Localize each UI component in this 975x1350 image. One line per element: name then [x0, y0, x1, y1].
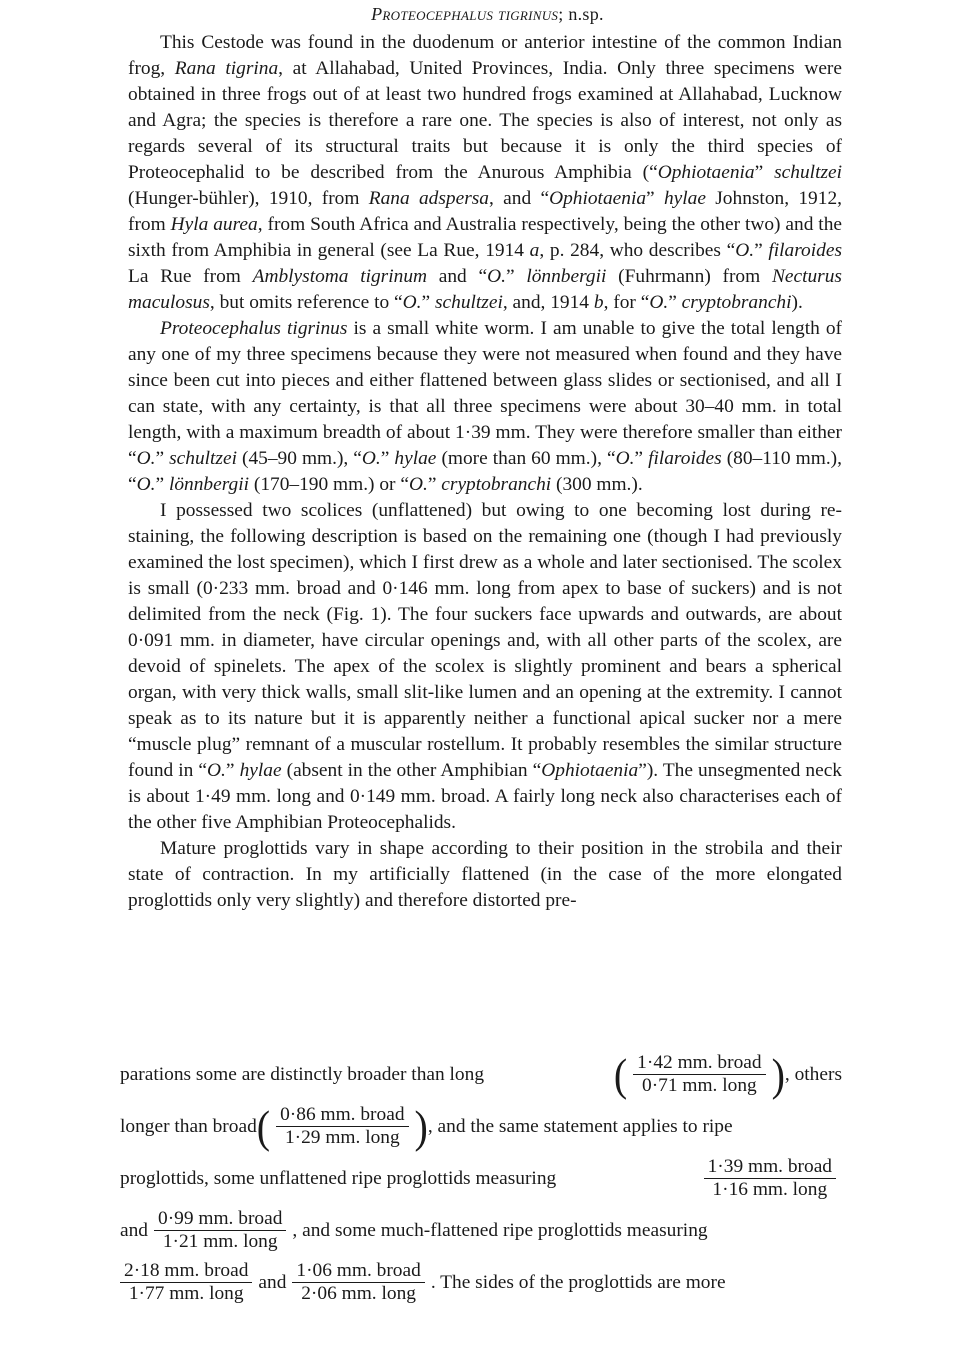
paragraph-4: Mature proglottids vary in shape according to their position in the strobila and their state of contraction. In my artificially flattened (in the case of the more elongated proglottids only very slightly) and therefore distorted pre-: [128, 838, 842, 911]
title-suffix: ; n.sp.: [558, 4, 604, 24]
fraction-line-5: $\frac{\text{2·18 mm. broad}}{\text{1·77 mm. long}}$ and $\frac{\text{1·06 mm. broad}}{\text{2·06 mm. long}}$ . The sides of the proglottids are more: [120, 1260, 842, 1305]
fraction-line-4: and $\frac{\text{0·99 mm. broad}}{\text{1·21 mm. long}}$ , and some much-flattened ripe proglottids measuring: [120, 1208, 708, 1252]
paragraph-1: This Cestode was found in the duodenum or anterior intestine of the common Indian frog, Rana tigrina, at Allahabad, United Provinces, India. Only three specimens were obtained in three frogs out of at least two hundred frogs examined at Allahabad, Lucknow and Agra; the species is therefore a rare one. The species is also of interest, not only as regards several of its structural traits but because it is only the third species of Proteocephalid to be described from the Anurous Amphibia (“Ophiotaenia” schultzei (Hunger-bühler), 1910, from Rana adspersa, and “Ophiotaenia” hylae Johnston, 1912, from Hyla aurea, from South Africa and Australia respectively, being the other two) and the sixth from Amphibia in general (see La Rue, 1914 a, p. 284, who describes “O.” filaroides La Rue from Amblystoma tigrinum and “O.” lönnbergii (Fuhrmann) from Necturus maculosus, but omits reference to “O.” schultzei, and, 1914 b, for “O.” cryptobranchi).: [128, 32, 842, 313]
fraction-6: $\frac{\text{1·06 mm. broad}}{\text{2·06 mm. long}}$: [292, 1260, 424, 1305]
fraction-4: $\frac{\text{0·99 mm. broad}}{\text{1·21 mm. long}}$: [154, 1208, 286, 1253]
paragraph-2: Proteocephalus tigrinus is a small white worm. I am unable to give the total length of any one of my three specimens because they were not measured when found and they have since been cut into pieces and either flattened between glass slides or sectionised, and all I can state, with any certainty, is that all three specimens were about 30–40 mm. in total length, with a maximum breadth of about 1·39 mm. They were therefore smaller than either “O.” schultzei (45–90 mm.), “O.” hylae (more than 60 mm.), “O.” filaroides (80–110 mm.), “O.” lönnbergii (170–190 mm.) or “O.” cryptobranchi (300 mm.).: [128, 318, 843, 495]
fraction-2: $\frac{\text{0·86 mm. broad}}{\text{1·29 mm. long}}$: [276, 1104, 408, 1149]
title-species: tigrinus: [498, 4, 559, 24]
page-title: [0, 4, 975, 25]
fraction-1: $\frac{\text{1·42 mm. broad}}{\text{0·71 mm. long}}$: [633, 1052, 765, 1097]
fraction-line-1: parations some are distinctly broader than long ( $\frac{\text{1·42 mm. broad}}{\text{0·71 mm. long}}$ ) , others: [120, 1048, 842, 1100]
fraction-line-3: proglottids, some unflattened ripe proglottids measuring $\frac{\text{1·39 mm. broad}}{\text{1·16 mm. long}}$: [120, 1156, 842, 1201]
title-genus: Proteocephalus: [371, 4, 494, 24]
fraction-5: $\frac{\text{2·18 mm. broad}}{\text{1·77 mm. long}}$: [120, 1260, 252, 1305]
fraction-line-2: longer than broad ( $\frac{\text{0·86 mm. broad}}{\text{1·29 mm. long}}$ ) , and the same statement applies to ripe: [120, 1100, 733, 1152]
fraction-3: $\frac{\text{1·39 mm. broad}}{\text{1·16 mm. long}}$: [704, 1156, 836, 1201]
paragraph-3: I possessed two scolices (unflattened) but owing to one becoming lost during re-staining, the following description is based on the remaining one (though I had previously examined the lost specimen), which I first drew as a whole and later sectionised. The scolex is small (0·233 mm. broad and 0·146 mm. long from apex to base of suckers) and is not delimited from the neck (Fig. 1). The four suckers face upwards and outwards, are about 0·091 mm. in diameter, have circular openings and, with all other parts of the scolex, are devoid of spinelets. The apex of the scolex is slightly prominent and bears a spherical organ, with very thick walls, small slit-like lumen and an opening at the extremity. I cannot speak as to its nature but it is apparently neither a functional apical sucker nor a mere “muscle plug” remnant of a muscular rostellum. It probably resembles the similar structure found in “O.” hylae (absent in the other Amphibian “Ophiotaenia”). The unsegmented neck is about 1·49 mm. long and 0·149 mm. broad. A fairly long neck also characterises each of the other five Amphibian Proteocephalids.: [128, 500, 842, 833]
article-body: [128, 30, 842, 914]
